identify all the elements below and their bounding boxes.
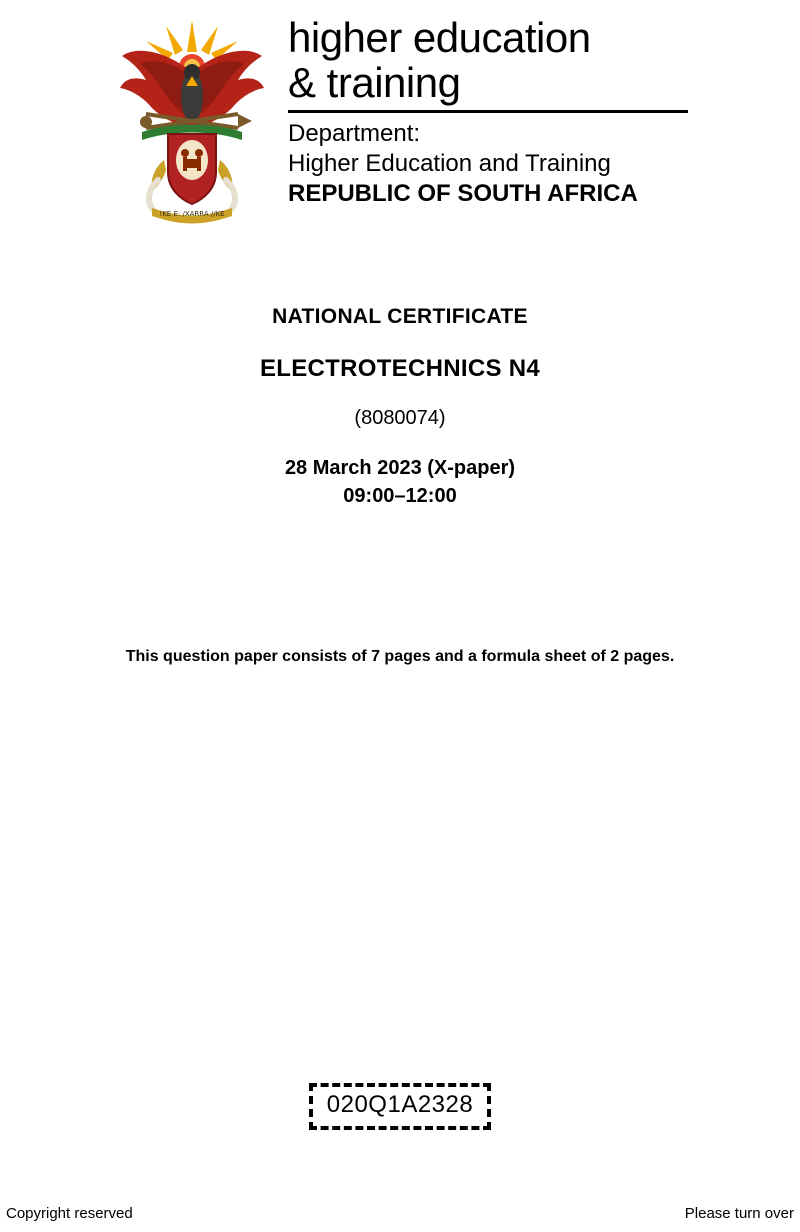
exam-date: 28 March 2023 (X-paper)	[284, 457, 516, 479]
footer-turn-over: Please turn over	[684, 1205, 794, 1222]
certificate-title: NATIONAL CERTIFICATE	[272, 305, 528, 328]
dept-title-line2: & training	[288, 59, 461, 106]
dept-subtitle-republic: REPUBLIC OF SOUTH AFRICA	[288, 180, 638, 207]
dept-subtitle-name: Higher Education and Training	[288, 150, 611, 177]
paper-number-box: 020Q1A2328	[309, 1083, 491, 1130]
dept-title-line1: higher education	[288, 14, 591, 61]
dept-subtitle-department: Department:	[288, 120, 421, 147]
footer-copyright: Copyright reserved	[6, 1205, 133, 1222]
subject-code: (8080074)	[354, 407, 446, 429]
exam-title-block	[0, 305, 800, 510]
subject-title: ELECTROTECHNICS N4	[259, 355, 541, 382]
south-africa-coat-of-arms-icon	[102, 10, 282, 225]
document-header	[0, 10, 800, 235]
document-footer	[0, 1205, 800, 1222]
exam-time: 09:00–12:00	[343, 485, 457, 507]
paper-number-area	[0, 1083, 800, 1130]
dept-divider	[288, 110, 688, 113]
page-count-note: This question paper consists of 7 pages and a formula sheet of 2 pages.	[125, 648, 675, 665]
department-wordmark	[288, 16, 698, 209]
svg-text:!KE E: /XARRA //KE: !KE E: /XARRA //KE	[159, 210, 225, 218]
